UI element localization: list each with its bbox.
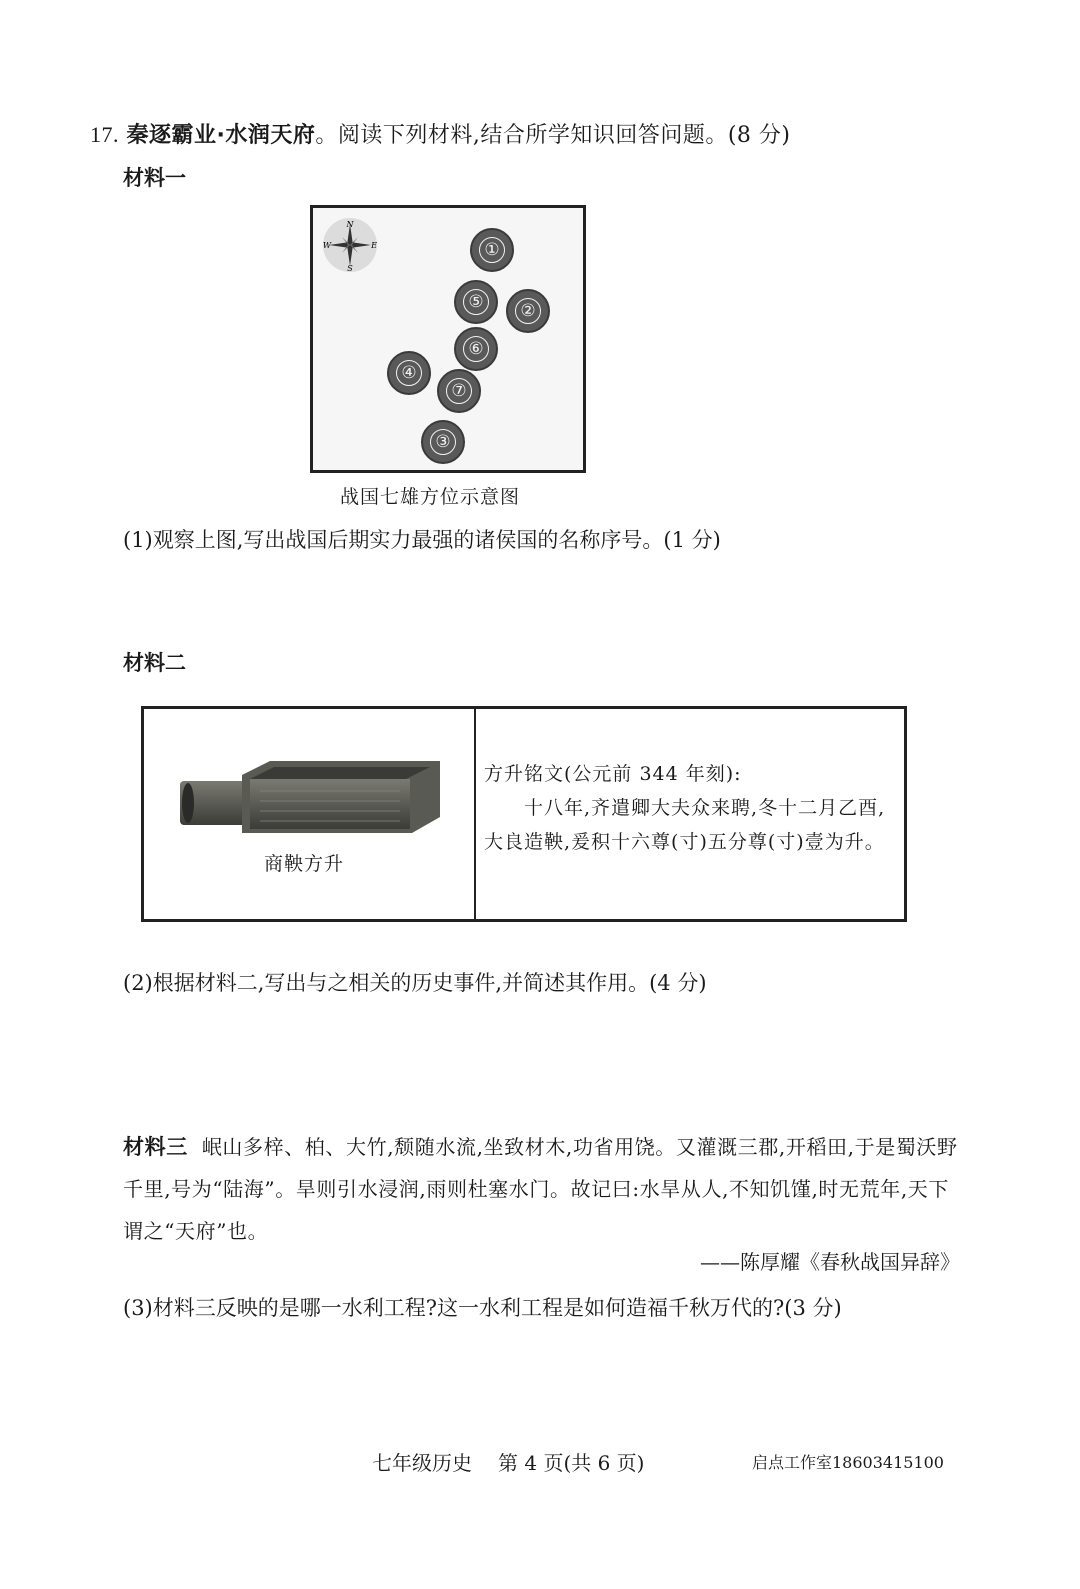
state-marker-7: ⑦ (437, 369, 481, 413)
state-marker-3: ③ (421, 420, 465, 464)
inscription-title: 方升铭文(公元前 344 年刻): (484, 763, 742, 785)
compass-w: W (323, 241, 332, 250)
question-heading: 秦逐霸业·水润天府 (126, 123, 316, 148)
question-number: 17. (90, 122, 119, 147)
material1-label: 材料一 (123, 166, 186, 190)
state-marker-5: ⑤ (454, 280, 498, 324)
inscription-text (484, 757, 904, 859)
question-title (90, 118, 791, 149)
footer-studio: 启点工作室18603415100 (752, 1453, 944, 1472)
state-marker-1: ① (470, 228, 514, 272)
state-marker-4: ④ (387, 351, 431, 395)
artifact-caption: 商鞅方升 (264, 853, 345, 875)
material3-paragraph (123, 1126, 958, 1252)
map-caption: 战国七雄方位示意图 (340, 486, 521, 508)
compass-s: S (347, 264, 353, 272)
compass-e: E (371, 241, 377, 250)
page-footer (372, 1447, 644, 1476)
compass-n: N (346, 220, 354, 229)
question-2: (2)根据材料二,写出与之相关的历史事件,并简述其作用。(4 分) (123, 971, 707, 995)
table-divider (474, 709, 476, 919)
material3-label: 材料三 (123, 1135, 188, 1159)
footer-page: 第 4 页(共 6 页) (498, 1451, 645, 1475)
material3-source: ——陈厚耀《春秋战国异辞》 (700, 1250, 960, 1274)
question-instruction: 。阅读下列材料,结合所学知识回答问题。(8 分) (315, 123, 791, 148)
question-3: (3)材料三反映的是哪一水利工程?这一水利工程是如何造福千秋万代的?(3 分) (123, 1296, 842, 1320)
material2-table (141, 706, 907, 922)
state-marker-2: ② (506, 289, 550, 333)
material2-label: 材料二 (123, 651, 186, 675)
question-1: (1)观察上图,写出战国后期实力最强的诸侯国的名称序号。(1 分) (123, 528, 721, 552)
material3-text: 岷山多梓、柏、大竹,颓随水流,坐致材木,功省用饶。又灌溉三郡,开稻田,于是蜀沃野千里,号为“陆海”。旱则引水浸润,雨则杜塞水门。故记曰:水旱从人,不知饥馑,时无荒年,天下谓之“天府”也。 (123, 1135, 958, 1243)
compass-rose-icon (323, 218, 377, 272)
state-marker-6: ⑥ (454, 327, 498, 371)
footer-subject: 七年级历史 (372, 1451, 472, 1475)
inscription-body: 十八年,齐遣卿大夫众来聘,冬十二月乙酉,大良造鞅,爰积十六尊(寸)五分尊(寸)壹为升。 (484, 797, 886, 853)
warring-states-map (310, 205, 586, 473)
shang-yang-measure-image (180, 757, 440, 837)
